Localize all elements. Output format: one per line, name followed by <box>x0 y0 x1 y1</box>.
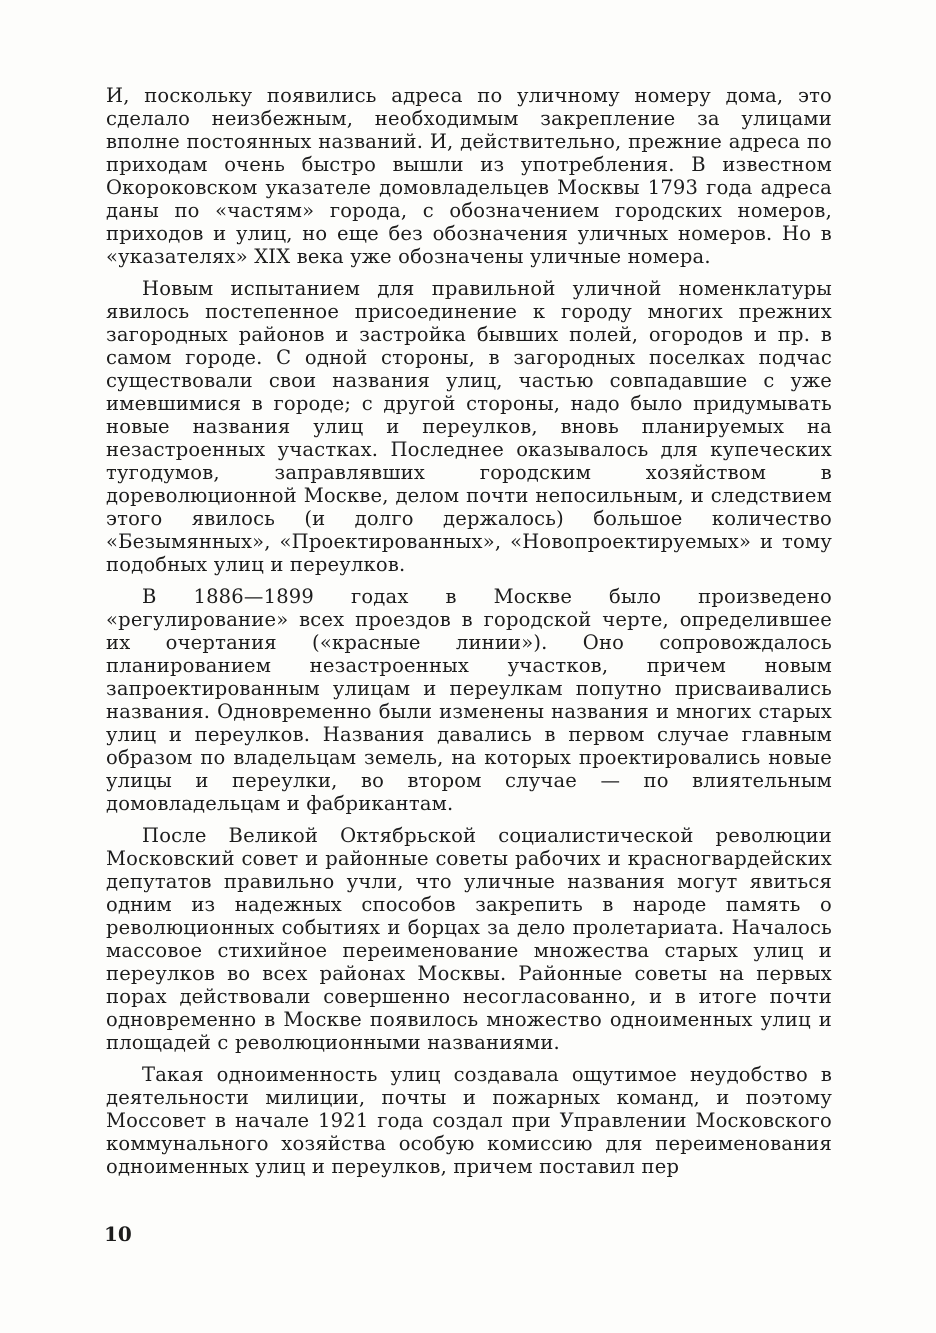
paragraph-3: В 1886—1899 годах в Москве было произведено «регулирование» всех проездов в городской черте, определившее их очертания («красные линии»). Оно сопровождалось планированием незастроенных участков, причем новым запроектированным улицам и переулкам попутно присваивались названия. Одновременно были изменены названия и многих старых улиц и переулков. Названия давались в первом случае главным образом по владельцам земель, на которых проектировались новые улицы и переулки, во втором случае — по влиятельным домовладельцам и фабрикантам. <box>106 585 832 815</box>
page-number: 10 <box>104 1222 132 1246</box>
paragraph-5: Такая одноименность улиц создавала ощутимое неудобство в деятельности милиции, почты и пожарных команд, и поэтому Моссовет в начале 1921 года создал при Управлении Московского коммунального хозяйства особую комиссию для переименования одноименных улиц и переулков, причем поставил пер <box>106 1063 832 1178</box>
paragraph-2: Новым испытанием для правильной уличной номенклатуры явилось постепенное присоединение к городу многих прежних загородных районов и застройка бывших полей, огородов и пр. в самом городе. С одной стороны, в загородных поселках подчас существовали свои названия улиц, частью совпадавшие с уже имевшимися в городе; с другой стороны, надо было придумывать новые названия улиц и переулков, вновь планируемых на незастроенных участках. Последнее оказывалось для купеческих тугодумов, заправлявших городским хозяйством в дореволюционной Москве, делом почти непосильным, и следствием этого явилось (и долго держалось) большое количество «Безымянных», «Проектированных», «Новопроектируемых» и тому подобных улиц и переулков. <box>106 277 832 576</box>
paragraph-4: После Великой Октябрьской социалистической революции Московский совет и районные советы рабочих и красногвардейских депутатов правильно учли, что уличные названия могут явиться одним из надежных способов закрепить в народе память о революционных событиях и борцах за дело пролетариата. Началось массовое стихийное переименование множества старых улиц и переулков во всех районах Москвы. Районные советы на первых порах действовали совершенно несогласованно, и в итоге почти одновременно в Москве появилось множество одноименных улиц и площадей с революционными названиями. <box>106 824 832 1054</box>
paragraph-1: И, поскольку появились адреса по уличному номеру дома, это сделало неизбежным, необходимым закрепление за улицами вполне постоянных названий. И, действительно, прежние адреса по приходам очень быстро вышли из употребления. В известном Окороковском указателе домовладельцев Москвы 1793 года адреса даны по «частям» города, с обозначением городских номеров, приходов и улиц, но еще без обозначения уличных номеров. Но в «указателях» XIX века уже обозначены уличные номера. <box>106 84 832 268</box>
body-text <box>106 84 832 1187</box>
